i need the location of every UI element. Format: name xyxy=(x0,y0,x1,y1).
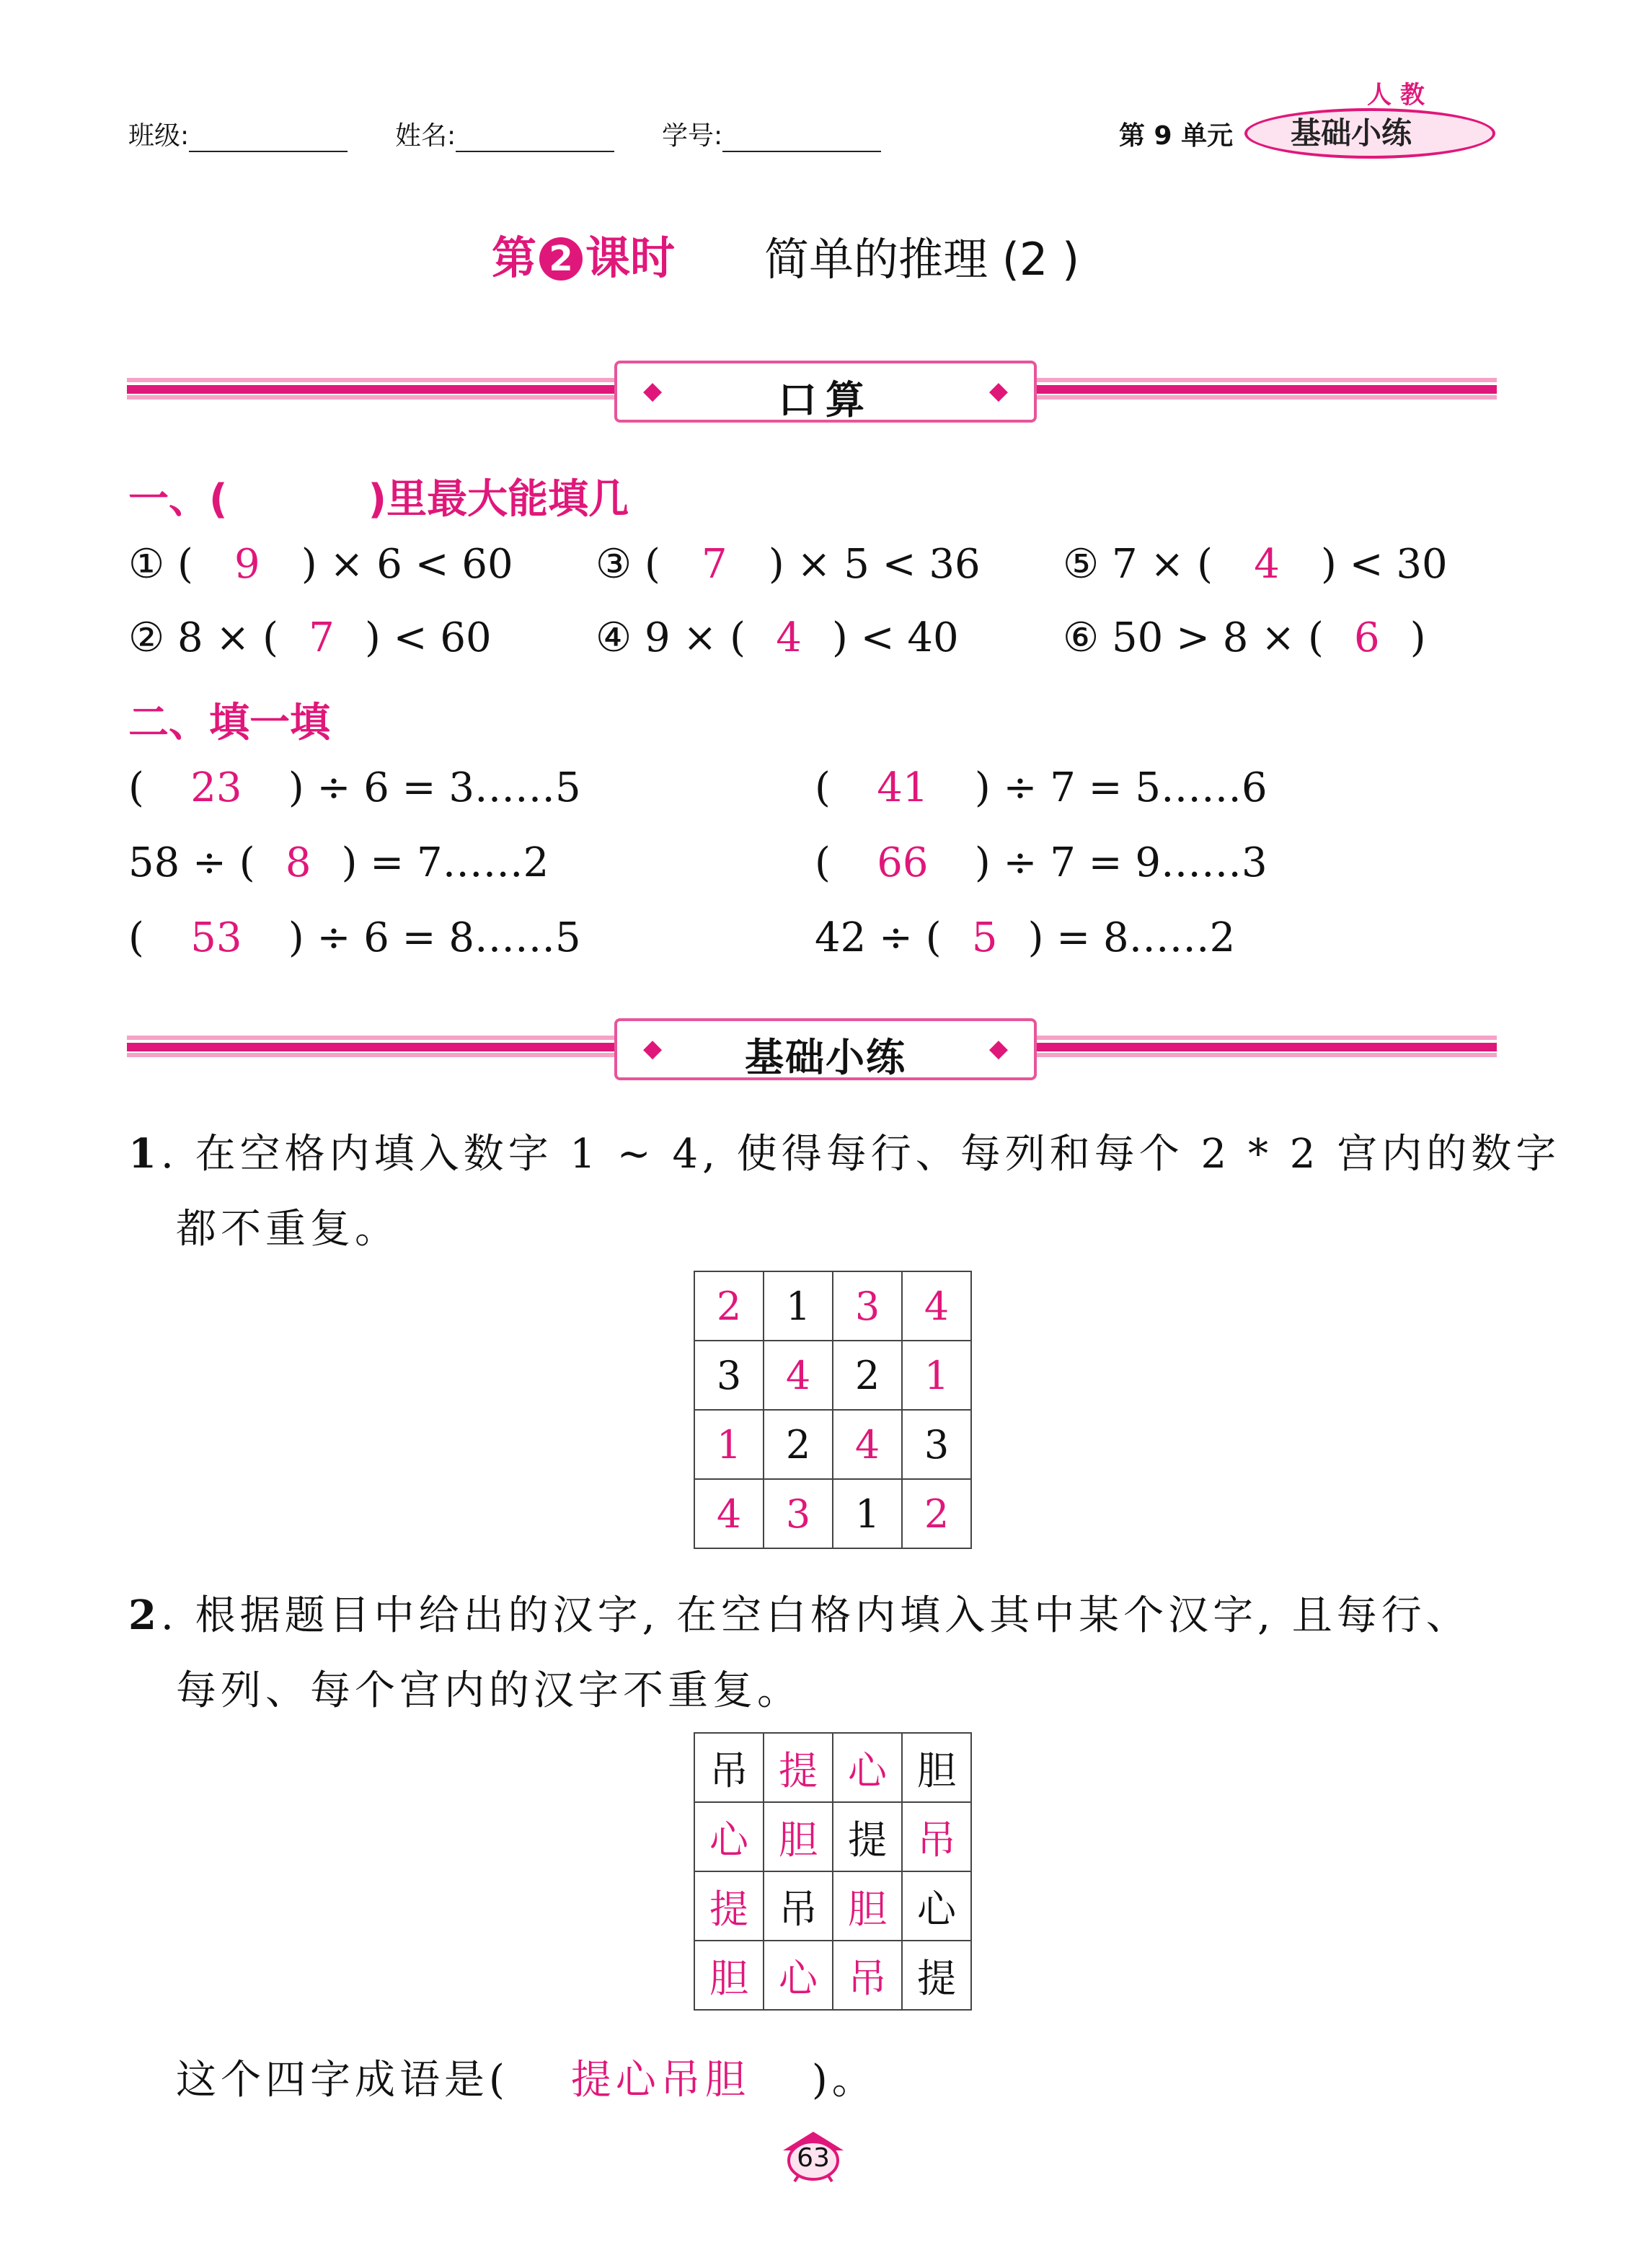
eq-pre: ( xyxy=(128,764,144,811)
diamond-icon: ◆ xyxy=(988,376,1008,405)
eq-pre: 58 ÷ ( xyxy=(128,839,255,886)
grid-cell-given: 胆 xyxy=(902,1733,971,1802)
fill-left-1 xyxy=(128,764,581,811)
grid-cell-given: 1 xyxy=(833,1479,902,1548)
eq-post: ) = 7……2 xyxy=(341,839,549,886)
grid-cell-answer[interactable]: 1 xyxy=(694,1410,764,1479)
grid-cell-answer[interactable]: 4 xyxy=(694,1479,764,1548)
problem-line: . 根据题目中给出的汉字, 在空白格内填入其中某个汉字, 且每行、 xyxy=(160,1592,1471,1639)
problem-1-text-cont: 都不重复。 xyxy=(176,1206,399,1253)
eq-post: ) ÷ 7 = 9……3 xyxy=(974,839,1268,886)
grid-cell-given: 心 xyxy=(902,1871,971,1941)
banner-title: 基础小练 xyxy=(745,1035,906,1080)
eq-3 xyxy=(596,541,981,588)
grid-row xyxy=(694,1341,971,1410)
grid-cell-given: 2 xyxy=(833,1341,902,1410)
logo-title: 基础小练 xyxy=(1291,115,1412,151)
grid-cell-answer[interactable]: 吊 xyxy=(833,1941,902,2010)
grid-cell-answer[interactable]: 4 xyxy=(902,1271,971,1341)
answer[interactable]: 7 xyxy=(702,541,727,588)
problem-number: 2 xyxy=(128,1592,161,1639)
grid-cell-given: 吊 xyxy=(694,1733,764,1802)
section-banner-oral xyxy=(614,361,1037,423)
grid-cell-answer[interactable]: 4 xyxy=(764,1341,833,1410)
grid-cell-answer[interactable]: 心 xyxy=(694,1802,764,1871)
eq-pre: ( xyxy=(815,764,831,811)
grid-row xyxy=(694,1871,971,1941)
eq-pre: ( xyxy=(815,839,831,886)
fill-right-1 xyxy=(815,764,1268,811)
eq-pre: ⑥ 50 > 8 × ( xyxy=(1063,614,1324,661)
eq-5 xyxy=(1063,541,1448,588)
eq-post: ) = 8……2 xyxy=(1027,914,1236,961)
eq-post: ) × 6 < 60 xyxy=(301,541,513,588)
lesson-title: 简单的推理 (2 ) xyxy=(764,233,1080,286)
grid-cell-answer[interactable]: 3 xyxy=(764,1479,833,1548)
id-label: 学号: xyxy=(662,121,723,151)
eq-pre: ⑤ 7 × ( xyxy=(1063,541,1213,588)
diamond-icon: ◆ xyxy=(643,376,663,405)
grid-row xyxy=(694,1802,971,1871)
unit-label: 第 9 单元 xyxy=(1119,121,1234,151)
number-sudoku-grid xyxy=(694,1271,972,1549)
fill-right-2 xyxy=(815,839,1268,886)
grid-row xyxy=(694,1733,971,1802)
eq-post: ) ÷ 6 = 3……5 xyxy=(288,764,581,811)
answer[interactable]: 7 xyxy=(309,614,335,661)
problem-line: . 在空格内填入数字 1 ~ 4, 使得每行、每列和每个 2 * 2 宫内的数字 xyxy=(160,1131,1561,1178)
eq-post: ) ÷ 7 = 5……6 xyxy=(974,764,1268,811)
grid-row xyxy=(694,1410,971,1479)
class-label: 班级: xyxy=(128,121,190,151)
lesson-label xyxy=(492,222,675,286)
eq-pre: ( xyxy=(128,914,144,961)
section-banner-practice xyxy=(614,1018,1037,1080)
problem-number: 1 xyxy=(128,1130,161,1178)
grid-cell-answer[interactable]: 提 xyxy=(694,1871,764,1941)
lesson-prefix: 第 xyxy=(492,231,537,284)
answer[interactable]: 66 xyxy=(877,839,929,886)
name-blank[interactable] xyxy=(456,122,614,152)
answer[interactable]: 23 xyxy=(190,764,242,811)
eq-2 xyxy=(128,614,492,661)
answer[interactable]: 41 xyxy=(877,764,929,811)
grid-cell-answer[interactable]: 胆 xyxy=(694,1941,764,2010)
grid-cell-answer[interactable]: 吊 xyxy=(902,1802,971,1871)
grid-cell-answer[interactable]: 心 xyxy=(764,1941,833,2010)
name-field xyxy=(395,115,614,152)
lesson-number-badge: 2 xyxy=(539,237,583,281)
class-field xyxy=(128,115,348,152)
eq-pre: ② 8 × ( xyxy=(128,614,279,661)
eq-6 xyxy=(1063,614,1426,661)
eq-pre: ④ 9 × ( xyxy=(596,614,746,661)
grid-cell-given: 1 xyxy=(764,1271,833,1341)
grid-cell-answer[interactable]: 4 xyxy=(833,1410,902,1479)
logo-publisher: 人 教 xyxy=(1367,81,1425,110)
grid-row xyxy=(694,1479,971,1548)
page-number: 63 xyxy=(797,2143,830,2173)
grid-row xyxy=(694,1941,971,2010)
grid-cell-answer[interactable]: 胆 xyxy=(833,1871,902,1941)
eq-post: ) < 40 xyxy=(832,614,959,661)
grid-cell-given: 提 xyxy=(833,1802,902,1871)
grid-row xyxy=(694,1271,971,1341)
eq-post: ) < 60 xyxy=(365,614,492,661)
grid-cell-given: 3 xyxy=(694,1341,764,1410)
answer[interactable]: 5 xyxy=(971,914,998,961)
grid-cell-given: 2 xyxy=(764,1410,833,1479)
idiom-answer[interactable]: 提心吊胆 xyxy=(570,2057,750,2104)
fill-right-3 xyxy=(815,914,1235,961)
idiom-line xyxy=(176,2048,877,2106)
id-field xyxy=(662,115,881,152)
answer[interactable]: 53 xyxy=(190,914,242,961)
question-1-title: 一、( )里最大能填几 xyxy=(128,476,629,523)
problem-1-text xyxy=(128,1122,1560,1180)
eq-post: ) × 5 < 36 xyxy=(768,541,981,588)
grid-cell-answer[interactable]: 心 xyxy=(833,1733,902,1802)
problem-2-text xyxy=(128,1584,1471,1641)
eq-pre: ① ( xyxy=(128,541,193,588)
grid-cell-answer[interactable]: 2 xyxy=(694,1271,764,1341)
class-blank[interactable] xyxy=(189,122,348,152)
fill-left-3 xyxy=(128,914,581,961)
eq-pre: 42 ÷ ( xyxy=(815,914,942,961)
idiom-close: )。 xyxy=(811,2057,877,2104)
grid-cell-answer[interactable]: 1 xyxy=(902,1341,971,1410)
grid-cell-given: 提 xyxy=(902,1941,971,2010)
answer[interactable]: 8 xyxy=(285,839,311,886)
eq-4 xyxy=(596,614,959,661)
diamond-icon: ◆ xyxy=(643,1034,663,1063)
diamond-icon: ◆ xyxy=(988,1034,1008,1063)
answer[interactable]: 4 xyxy=(1254,541,1280,588)
grid-cell-given: 吊 xyxy=(764,1871,833,1941)
grid-cell-answer[interactable]: 2 xyxy=(902,1479,971,1548)
page-number-badge xyxy=(780,2129,846,2182)
name-label: 姓名: xyxy=(395,121,456,151)
fill-left-2 xyxy=(128,839,549,886)
problem-2-text-cont: 每列、每个宫内的汉字不重复。 xyxy=(176,1667,802,1714)
grid-cell-answer[interactable]: 3 xyxy=(833,1271,902,1341)
question-2-title: 二、填一填 xyxy=(128,700,330,746)
grid-cell-answer[interactable]: 胆 xyxy=(764,1802,833,1871)
grid-cell-given: 3 xyxy=(902,1410,971,1479)
answer[interactable]: 9 xyxy=(234,541,260,588)
lesson-suffix: 课时 xyxy=(585,231,676,284)
eq-post: ) < 30 xyxy=(1321,541,1448,588)
eq-post: ) xyxy=(1410,614,1426,661)
eq-pre: ③ ( xyxy=(596,541,660,588)
idiom-prompt: 这个四字成语是( xyxy=(176,2057,509,2104)
answer[interactable]: 4 xyxy=(776,614,802,661)
eq-post: ) ÷ 6 = 8……5 xyxy=(288,914,581,961)
banner-title: 口算 xyxy=(778,377,873,423)
character-sudoku-grid xyxy=(694,1732,972,2011)
id-blank[interactable] xyxy=(722,122,881,152)
eq-1 xyxy=(128,541,513,588)
answer[interactable]: 6 xyxy=(1353,614,1380,661)
grid-cell-answer[interactable]: 提 xyxy=(764,1733,833,1802)
